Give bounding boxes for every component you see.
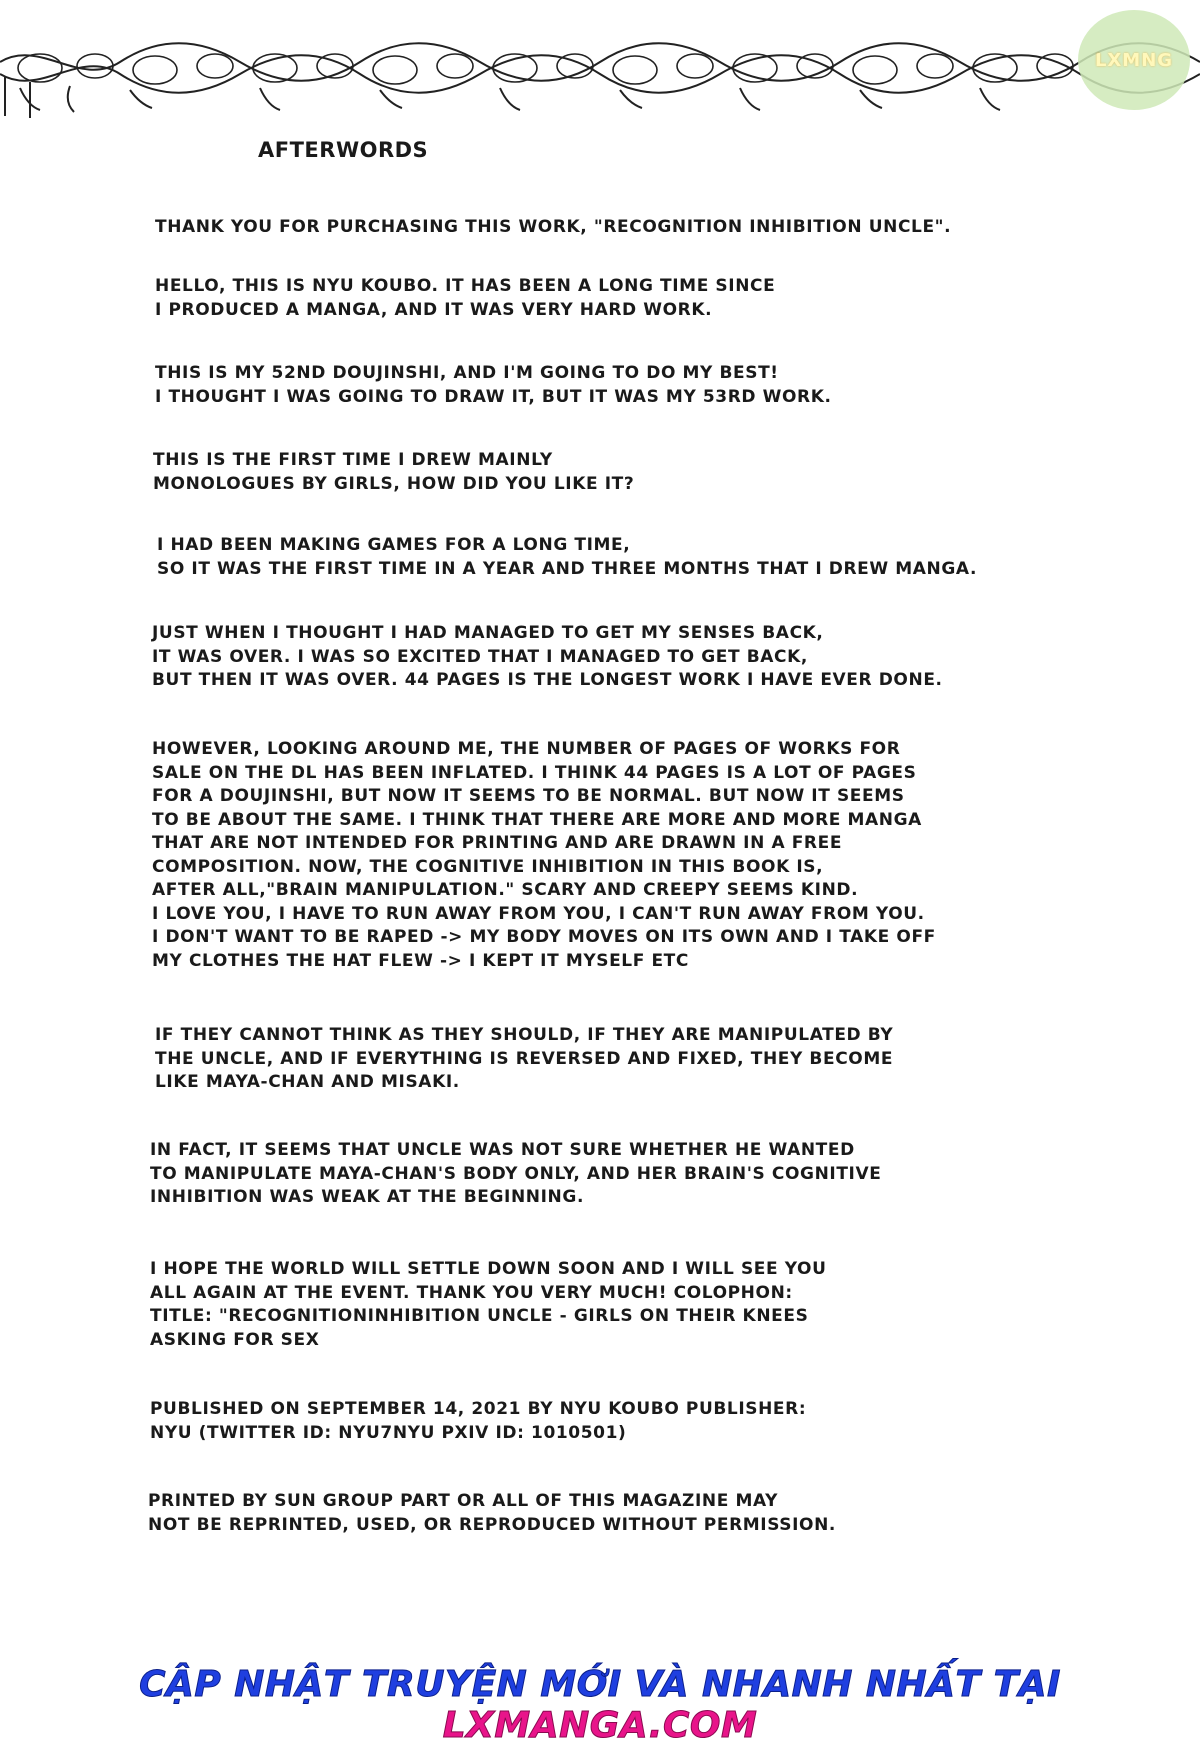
paragraph-colophon: I HOPE THE WORLD WILL SETTLE DOWN SOON AND I WILL SEE YOU ALL AGAIN AT THE EVENT. THANK YOU VERY MUCH! COLOPHON: TITLE: "RECOGNITIONINHIBITION UNCLE - GIRLS ON THEIR KNEES ASKING FOR SEX bbox=[150, 1259, 827, 1350]
footer-site-link[interactable]: LXMANGA.COM bbox=[442, 1705, 758, 1746]
vine-border-decoration bbox=[0, 28, 1200, 128]
paragraph-games: I HAD BEEN MAKING GAMES FOR A LONG TIME, SO IT WAS THE FIRST TIME IN A YEAR AND THREE MONTHS THAT I DREW MANGA. bbox=[157, 535, 978, 579]
paragraph-page-count: HOWEVER, LOOKING AROUND ME, THE NUMBER OF PAGES OF WORKS FOR SALE ON THE DL HAS BEEN INFLATED. I THINK 44 PAGES IS A LOT OF PAGES FOR A DOUJINSHI, BUT NOW IT SEEMS TO BE NORMAL. BUT NOW IT SEEMS TO BE ABOUT THE SAME. I THINK THAT THERE ARE MORE AND MORE MANGA THAT ARE NOT INTENDED FOR PRINTING AND ARE DRAWN IN A FREE COMPOSITION. NOW, THE COGNITIVE INHIBITION IN THIS BOOK IS, AFTER ALL,"BRAIN MANIPULATION." SCARY AND CREEPY SEEMS KIND. I LOVE YOU, I HAVE TO RUN AWAY FROM YOU, I CAN'T RUN AWAY FROM YOU. I DON'T WANT TO BE RAPED -> MY BODY MOVES ON ITS OWN AND I TAKE OFF MY CLOTHES THE HAT FLEW -> I KEPT IT MYSELF ETC bbox=[152, 739, 936, 971]
footer-banner-text: CẬP NHẬT TRUYỆN MỚI VÀ NHANH NHẤT TẠI bbox=[139, 1664, 1061, 1705]
paragraph-manipulation: IF THEY CANNOT THINK AS THEY SHOULD, IF THEY ARE MANIPULATED BY THE UNCLE, AND IF EVERYTHING IS REVERSED AND FIXED, THEY BECOME LIKE MAYA-CHAN AND MISAKI. bbox=[155, 1025, 894, 1092]
paragraph-thanks: THANK YOU FOR PURCHASING THIS WORK, "RECOGNITION INHIBITION UNCLE". bbox=[155, 217, 952, 237]
paragraph-copyright: PRINTED BY SUN GROUP PART OR ALL OF THIS MAGAZINE MAY NOT BE REPRINTED, USED, OR REPRODUCED WITHOUT PERMISSION. bbox=[148, 1491, 836, 1535]
paragraph-publisher: PUBLISHED ON SEPTEMBER 14, 2021 BY NYU KOUBO PUBLISHER: NYU (TWITTER ID: NYU7NYU PXIV ID: 1010501) bbox=[150, 1399, 807, 1443]
paragraph-uncle: IN FACT, IT SEEMS THAT UNCLE WAS NOT SURE WHETHER HE WANTED TO MANIPULATE MAYA-CHAN'S BODY ONLY, AND HER BRAIN'S COGNITIVE INHIBITION WAS WEAK AT THE BEGINNING. bbox=[150, 1140, 882, 1207]
paragraph-doujinshi-count: THIS IS MY 52ND DOUJINSHI, AND I'M GOING TO DO MY BEST! I THOUGHT I WAS GOING TO DRAW IT, BUT IT WAS MY 53RD WORK. bbox=[155, 363, 832, 407]
site-logo-badge bbox=[1078, 10, 1190, 110]
site-logo-text: LXMNG bbox=[1094, 49, 1174, 71]
footer-promo-banner[interactable] bbox=[0, 1664, 1200, 1746]
paragraph-senses-back: JUST WHEN I THOUGHT I HAD MANAGED TO GET MY SENSES BACK, IT WAS OVER. I WAS SO EXCITED THAT I MANAGED TO GET BACK, BUT THEN IT WAS OVER. 44 PAGES IS THE LONGEST WORK I HAVE EVER DONE. bbox=[152, 623, 943, 690]
page-title: AFTERWORDS bbox=[258, 138, 429, 162]
paragraph-monologues: THIS IS THE FIRST TIME I DREW MAINLY MONOLOGUES BY GIRLS, HOW DID YOU LIKE IT? bbox=[153, 450, 635, 494]
paragraph-greeting: HELLO, THIS IS NYU KOUBO. IT HAS BEEN A LONG TIME SINCE I PRODUCED A MANGA, AND IT WAS VERY HARD WORK. bbox=[155, 276, 776, 320]
